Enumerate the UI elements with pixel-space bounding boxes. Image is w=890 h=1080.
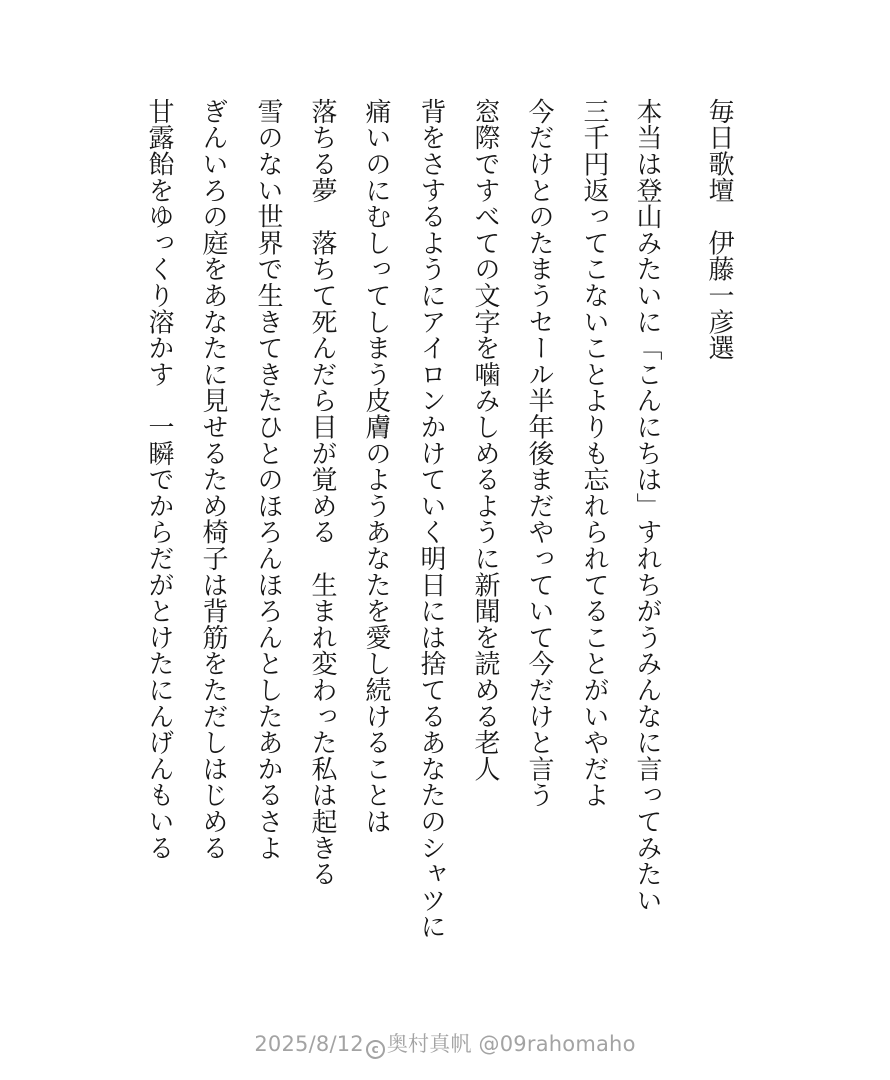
poem-6: 痛いのにむしってしまう皮膚のようあなたを愛し続けることは: [361, 98, 391, 835]
poem-7: 落ちる夢 落ちて死んだら目が覚める 生まれ変わった私は起きる: [307, 98, 337, 887]
poem-1: 本当は登山みたいに「こんにちは」すれちがうみんなに言ってみたい: [632, 98, 662, 914]
copyright-icon: c: [366, 1040, 385, 1059]
footer-handle: @09rahomaho: [478, 1032, 636, 1056]
poem-5: 背をさするようにアイロンかけていく明日には捨てるあなたのシャツに: [416, 98, 446, 940]
footer-date: 2025/8/12: [254, 1032, 364, 1056]
poem-8: 雪のない世界で生きてきたひとのほろんほろんとしたあかるさよ: [253, 98, 283, 861]
poem-9: ぎんいろの庭をあなたに見せるため椅子は背筋をただしはじめる: [198, 98, 228, 861]
footer-author: 奥村真帆: [386, 1032, 472, 1056]
copyright-footer: [0, 1028, 890, 1059]
poem-4: 窓際ですべての文字を噛みしめるように新聞を読める老人: [470, 98, 500, 782]
page-title: 毎日歌壇 伊藤一彦選: [704, 98, 734, 361]
poem-2: 三千円返ってこないことよりも忘れられてることがいやだよ: [579, 98, 609, 809]
poem-3: 今だけとのたまうセール半年後まだやっていて今だけと言う: [524, 98, 554, 809]
poem-10: 甘露飴をゆっくり溶かす 一瞬でからだがとけたにんげんもいる: [144, 98, 174, 861]
